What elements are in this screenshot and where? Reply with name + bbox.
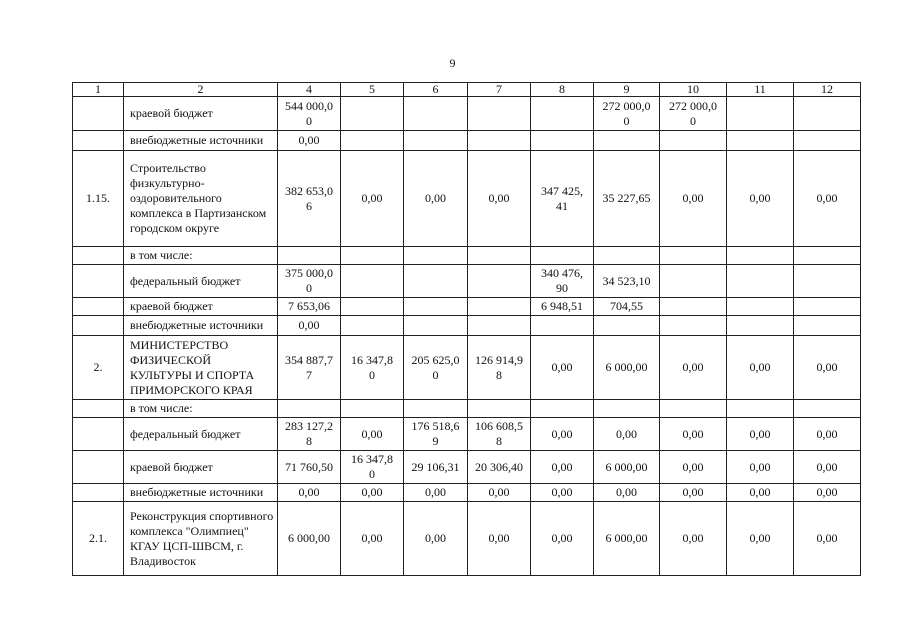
value-cell (794, 265, 861, 298)
row-number (73, 418, 124, 451)
value-cell: 347 425, 41 (531, 151, 594, 247)
row-number (73, 247, 124, 265)
value-cell (468, 131, 531, 151)
value-cell (594, 247, 660, 265)
row-label: федеральный бюджет (124, 418, 278, 451)
value-cell (794, 131, 861, 151)
row-number (73, 400, 124, 418)
value-cell (531, 400, 594, 418)
value-cell (727, 316, 794, 336)
value-cell (341, 97, 404, 131)
value-cell: 0,00 (794, 418, 861, 451)
value-cell (531, 97, 594, 131)
value-cell (468, 247, 531, 265)
value-cell (404, 400, 468, 418)
value-cell (468, 97, 531, 131)
value-cell: 0,00 (660, 502, 727, 576)
value-cell: 0,00 (660, 336, 727, 400)
row-label: МИНИСТЕРСТВО ФИЗИЧЕСКОЙ КУЛЬТУРЫ И СПОРТА ПРИМОРСКОГО КРАЯ (124, 336, 278, 400)
value-cell (660, 265, 727, 298)
value-cell: 0,00 (660, 484, 727, 502)
header-cell: 9 (594, 83, 660, 97)
value-cell (341, 316, 404, 336)
table-row (73, 484, 861, 502)
value-cell (531, 131, 594, 151)
header-cell: 7 (468, 83, 531, 97)
value-cell: 544 000,0 0 (278, 97, 341, 131)
value-cell (660, 247, 727, 265)
value-cell: 0,00 (594, 484, 660, 502)
value-cell: 6 000,00 (278, 502, 341, 576)
value-cell: 0,00 (341, 502, 404, 576)
row-label: краевой бюджет (124, 97, 278, 131)
value-cell: 0,00 (341, 418, 404, 451)
value-cell (404, 316, 468, 336)
value-cell (660, 131, 727, 151)
row-number: 2. (73, 336, 124, 400)
row-number (73, 265, 124, 298)
value-cell (727, 400, 794, 418)
value-cell: 0,00 (794, 484, 861, 502)
value-cell: 0,00 (341, 151, 404, 247)
value-cell: 29 106,31 (404, 451, 468, 484)
value-cell: 6 000,00 (594, 451, 660, 484)
header-cell: 11 (727, 83, 794, 97)
value-cell (727, 247, 794, 265)
row-label: в том числе: (124, 247, 278, 265)
value-cell: 0,00 (531, 451, 594, 484)
row-label: Строительство физкультурно-оздоровительного комплекса в Партизанском городском округе (124, 151, 278, 247)
table-row (73, 400, 861, 418)
value-cell: 0,00 (468, 502, 531, 576)
header-row (73, 83, 861, 97)
row-label: краевой бюджет (124, 298, 278, 316)
value-cell: 71 760,50 (278, 451, 341, 484)
header-cell: 5 (341, 83, 404, 97)
value-cell: 0,00 (794, 336, 861, 400)
table-row (73, 247, 861, 265)
value-cell: 0,00 (278, 484, 341, 502)
value-cell: 0,00 (794, 151, 861, 247)
value-cell (794, 247, 861, 265)
row-number: 1.15. (73, 151, 124, 247)
value-cell (278, 247, 341, 265)
value-cell (660, 400, 727, 418)
value-cell: 0,00 (660, 418, 727, 451)
header-cell: 12 (794, 83, 861, 97)
value-cell: 16 347,8 0 (341, 336, 404, 400)
value-cell: 0,00 (594, 418, 660, 451)
value-cell: 0,00 (468, 484, 531, 502)
value-cell: 0,00 (531, 502, 594, 576)
value-cell (727, 97, 794, 131)
value-cell: 0,00 (278, 316, 341, 336)
value-cell (794, 298, 861, 316)
table-row (73, 131, 861, 151)
value-cell (341, 247, 404, 265)
row-number: 2.1. (73, 502, 124, 576)
row-label: краевой бюджет (124, 451, 278, 484)
table-row (73, 336, 861, 400)
value-cell: 0,00 (794, 451, 861, 484)
value-cell: 0,00 (531, 418, 594, 451)
value-cell: 0,00 (404, 484, 468, 502)
value-cell (404, 97, 468, 131)
row-label: в том числе: (124, 400, 278, 418)
header-cell: 10 (660, 83, 727, 97)
value-cell: 0,00 (727, 502, 794, 576)
value-cell (594, 316, 660, 336)
row-label: внебюджетные источники (124, 131, 278, 151)
value-cell: 34 523,10 (594, 265, 660, 298)
value-cell: 0,00 (660, 151, 727, 247)
value-cell (468, 316, 531, 336)
value-cell (341, 298, 404, 316)
value-cell: 6 948,51 (531, 298, 594, 316)
row-number (73, 451, 124, 484)
budget-table (72, 82, 861, 576)
row-number (73, 316, 124, 336)
value-cell: 0,00 (531, 336, 594, 400)
value-cell (794, 316, 861, 336)
table-row (73, 451, 861, 484)
value-cell (468, 298, 531, 316)
value-cell: 272 000,0 0 (660, 97, 727, 131)
value-cell: 6 000,00 (594, 336, 660, 400)
row-label: федеральный бюджет (124, 265, 278, 298)
value-cell (727, 265, 794, 298)
value-cell (341, 400, 404, 418)
row-label: внебюджетные источники (124, 316, 278, 336)
value-cell: 0,00 (278, 131, 341, 151)
table-row (73, 298, 861, 316)
value-cell (468, 400, 531, 418)
row-label: внебюджетные источники (124, 484, 278, 502)
row-number (73, 131, 124, 151)
header-cell: 8 (531, 83, 594, 97)
value-cell: 0,00 (531, 484, 594, 502)
value-cell: 0,00 (404, 151, 468, 247)
value-cell (794, 97, 861, 131)
row-number (73, 97, 124, 131)
value-cell (531, 316, 594, 336)
value-cell: 0,00 (404, 502, 468, 576)
table-row (73, 151, 861, 247)
value-cell (660, 316, 727, 336)
value-cell: 106 608,5 8 (468, 418, 531, 451)
value-cell (404, 265, 468, 298)
row-label: Реконструкция спортивного комплекса "Олимпиец" КГАУ ЦСП-ШВСМ, г. Владивосток (124, 502, 278, 576)
value-cell: 0,00 (727, 451, 794, 484)
value-cell (531, 247, 594, 265)
table-row (73, 97, 861, 131)
value-cell (341, 265, 404, 298)
header-cell: 1 (73, 83, 124, 97)
row-number (73, 484, 124, 502)
value-cell (468, 265, 531, 298)
value-cell: 0,00 (727, 151, 794, 247)
value-cell (594, 400, 660, 418)
value-cell (727, 298, 794, 316)
value-cell (404, 247, 468, 265)
value-cell (727, 131, 794, 151)
value-cell: 20 306,40 (468, 451, 531, 484)
value-cell: 375 000,0 0 (278, 265, 341, 298)
value-cell: 7 653,06 (278, 298, 341, 316)
value-cell (404, 298, 468, 316)
value-cell (278, 400, 341, 418)
value-cell: 382 653,0 6 (278, 151, 341, 247)
value-cell: 0,00 (727, 484, 794, 502)
value-cell: 0,00 (660, 451, 727, 484)
value-cell: 354 887,7 7 (278, 336, 341, 400)
value-cell (594, 131, 660, 151)
value-cell: 340 476, 90 (531, 265, 594, 298)
value-cell: 0,00 (727, 336, 794, 400)
value-cell: 0,00 (727, 418, 794, 451)
value-cell: 16 347,8 0 (341, 451, 404, 484)
table-row (73, 265, 861, 298)
value-cell: 35 227,65 (594, 151, 660, 247)
header-cell: 4 (278, 83, 341, 97)
table-row (73, 316, 861, 336)
value-cell: 283 127,2 8 (278, 418, 341, 451)
value-cell: 0,00 (341, 484, 404, 502)
value-cell: 6 000,00 (594, 502, 660, 576)
value-cell: 176 518,6 9 (404, 418, 468, 451)
value-cell (404, 131, 468, 151)
header-cell: 6 (404, 83, 468, 97)
value-cell: 272 000,0 0 (594, 97, 660, 131)
value-cell: 0,00 (794, 502, 861, 576)
value-cell: 704,55 (594, 298, 660, 316)
header-cell: 2 (124, 83, 278, 97)
table-row (73, 502, 861, 576)
table-row (73, 418, 861, 451)
value-cell (341, 131, 404, 151)
value-cell: 126 914,9 8 (468, 336, 531, 400)
value-cell (794, 400, 861, 418)
value-cell: 205 625,0 0 (404, 336, 468, 400)
row-number (73, 298, 124, 316)
value-cell (660, 298, 727, 316)
page-number: 9 (449, 56, 456, 70)
value-cell: 0,00 (468, 151, 531, 247)
